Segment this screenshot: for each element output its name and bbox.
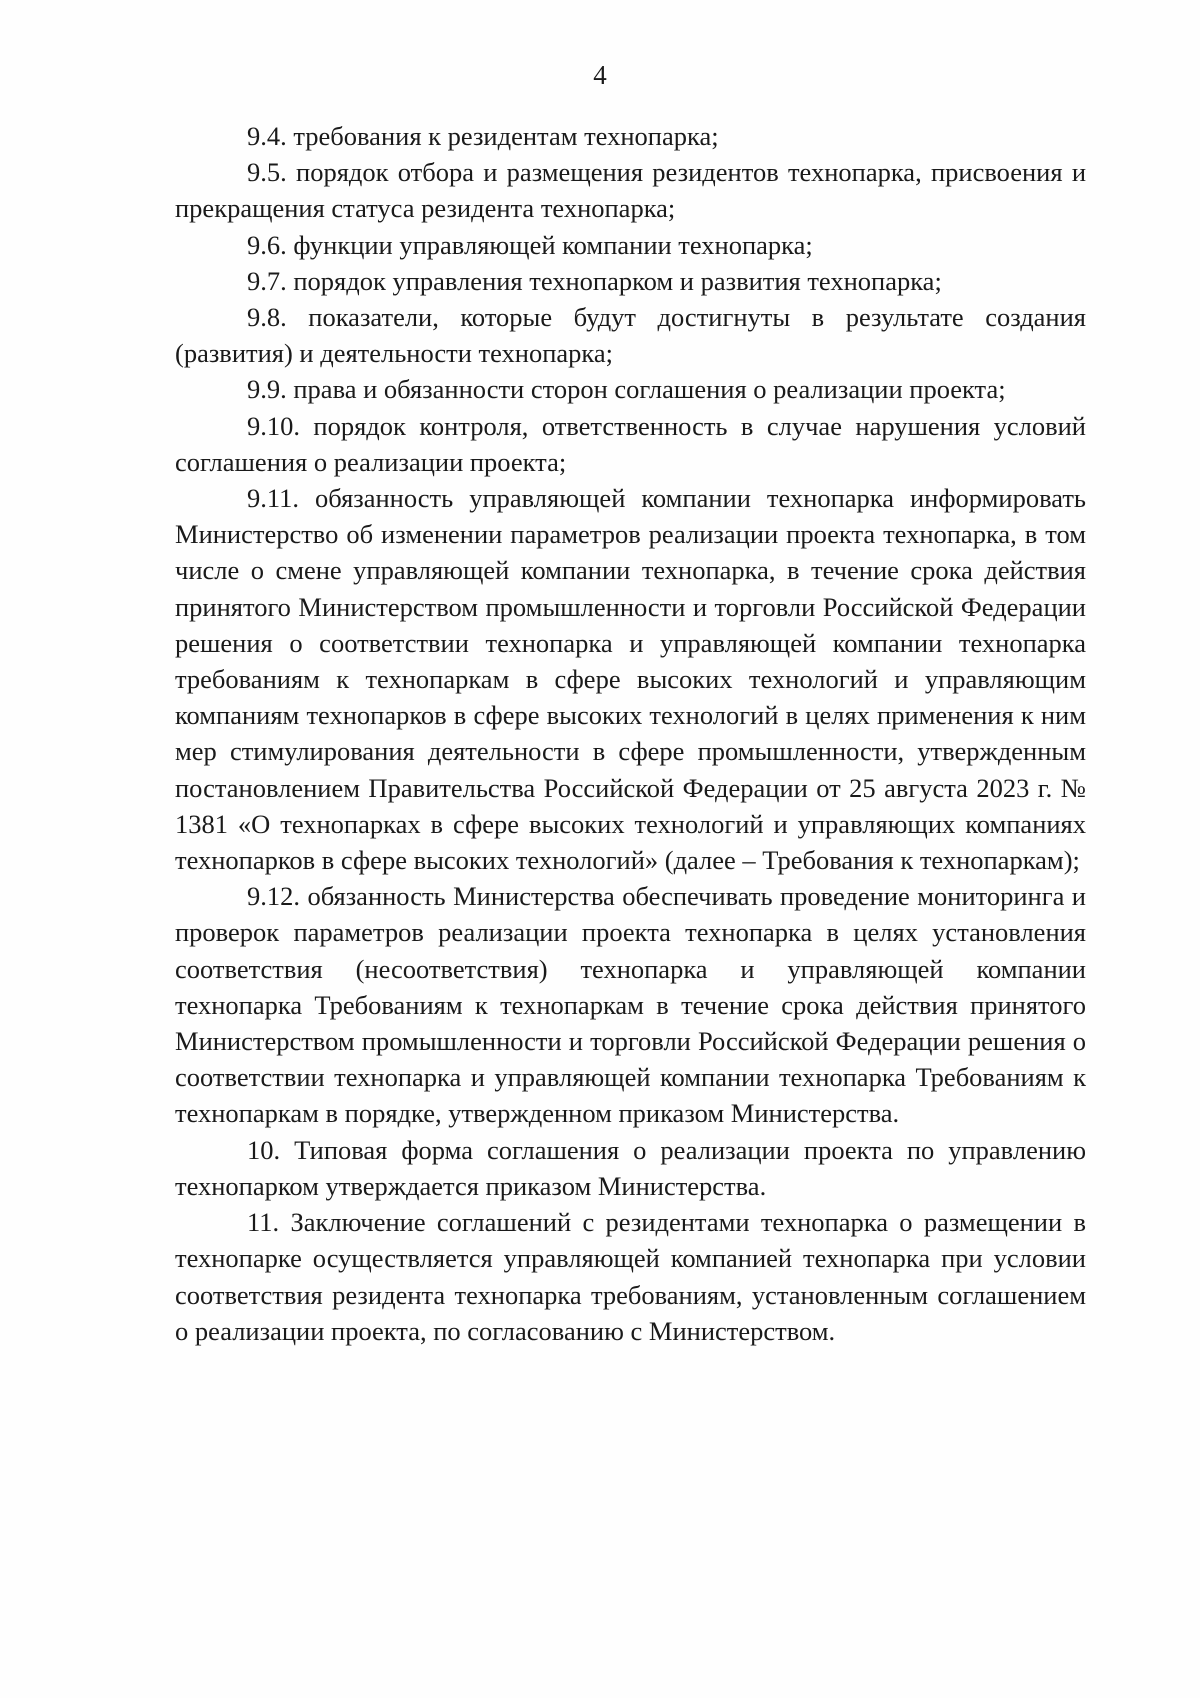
document-body (175, 118, 1086, 1349)
paragraph-9-11: 9.11. обязанность управляющей компании технопарка информировать Министерство об изменении параметров реализации проекта технопарка, в том числе о смене управляющей компании технопарка, в течение срока действия принятого Министерством промышленности и торговли Российской Федерации решения о соответствии технопарка и управляющей компании технопарка требованиям к технопаркам в сфере высоких технологий и управляющим компаниям технопарков в сфере высоких технологий в целях применения к ним мер стимулирования деятельности в сфере промышленности, утвержденным постановлением Правительства Российской Федерации от 25 августа 2023 г. № 1381 «О технопарках в сфере высоких технологий и управляющих компаниях технопарков в сфере высоких технологий» (далее – Требования к технопаркам); (175, 483, 1086, 876)
paragraph-9-10: 9.10. порядок контроля, ответственность в случае нарушения условий соглашения о реализации проекта; (175, 410, 1086, 477)
page-number: 4 (593, 60, 607, 90)
paragraph-10: 10. Типовая форма соглашения о реализации проекта по управлению технопарком утверждается приказом Министерства. (175, 1134, 1086, 1201)
paragraph-9-12: 9.12. обязанность Министерства обеспечивать проведение мониторинга и проверок параметров реализации проекта технопарка в целях установления соответствия (несоответствия) технопарка и управляющей компании технопарка Требованиям к технопаркам в течение срока действия принятого Министерством промышленности и торговли Российской Федерации решения о соответствии технопарка и управляющей компании технопарка Требованиям к технопаркам в порядке, утвержденном приказом Министерства. (175, 881, 1086, 1129)
paragraph-9-6: 9.6. функции управляющей компании технопарка; (247, 229, 813, 260)
paragraph-9-5: 9.5. порядок отбора и размещения резидентов технопарка, присвоения и прекращения статуса резидента технопарка; (175, 157, 1086, 224)
paragraph-9-4: 9.4. требования к резидентам технопарка; (247, 121, 719, 151)
paragraph-9-8: 9.8. показатели, которые будут достигнуты в результате создания (развития) и деятельности технопарка; (175, 302, 1086, 369)
paragraph-9-7: 9.7. порядок управления технопарком и развития технопарка; (247, 265, 942, 296)
paragraph-11: 11. Заключение соглашений с резидентами технопарка о размещении в технопарке осуществляется управляющей компанией технопарка при условии соответствия резидента технопарка требованиям, установленным соглашением о реализации проекта, по согласованию с Министерством. (175, 1207, 1086, 1346)
paragraph-9-9: 9.9. права и обязанности сторон соглашения о реализации проекта; (247, 374, 1006, 405)
